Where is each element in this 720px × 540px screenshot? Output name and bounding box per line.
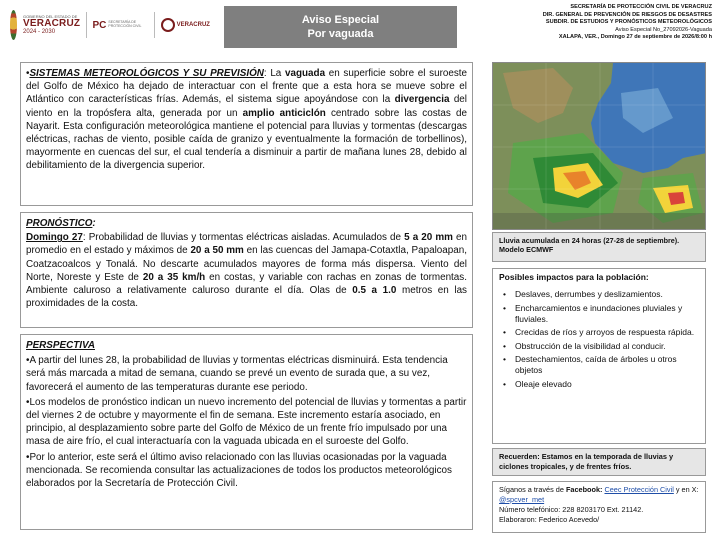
pronostico-bold: 20 a 50 mm (190, 245, 244, 257)
agency-line-2: DIR. GENERAL DE PREVENCIÓN DE RIESGOS DE DESASTRES (542, 11, 712, 18)
notice-id: Aviso Especial No_27092026-Vaguada (615, 26, 712, 33)
sistemas-text-part: del viento en la tropósfera alta, generada por un (26, 94, 467, 119)
pc-mark: PC (92, 19, 107, 31)
map-caption: Lluvia acumulada en 24 horas (27-28 de septiembre). Modelo ECMWF (492, 232, 706, 262)
sistemas-text-part: : La (263, 68, 285, 79)
gov-small-text: GOBIERNO DEL ESTADO DE (23, 14, 78, 19)
impact-item: • Deslaves, derrumbes y deslizamientos. (499, 289, 699, 300)
pronostico-heading: PRONÓSTICO (26, 218, 93, 229)
x-link[interactable]: @spcver_met (499, 495, 545, 504)
perspectiva-paragraph-2: •Los modelos de pronóstico indican un nuevo incremento del potencial de lluvias y tormentas a partir del viernes 2 de octubre y mayormente el fin de semana. Este incremento estaría asociado, en principio, al desplazamiento sobre parte del Golfo de México de un frente frío impulsado por una masa de aire frío, el cual interactuaría con la vaguada ubicada en el suroeste del Golfo. (26, 396, 467, 448)
impacts-list (499, 289, 699, 390)
agency-line-3: SUBDIR. DE ESTUDIOS Y PRONÓSTICOS METEOROLÓGICOS (545, 19, 712, 26)
impact-item: • Destechamientos, caída de árboles u otros objetos (499, 354, 699, 376)
pronostico-text-part: en costas, y variable con rachas en zonas de tormentas. Ambiente caluroso a relativamente caluroso durante el día. Olas de (26, 271, 467, 297)
sistemas-text: •SISTEMAS METEOROLÓGICOS Y SU PREVISIÓN: La vaguada en superficie sobre el suroeste del Golfo de México ha dejado de interactuar con el frente que a esta hora se mueve sobre el Atlántico con características frías. Además, el sistema sigue apoyándose con la divergencia del viento en la tropósfera alta, generada por un amplio anticiclón centrado sobre las costas de Nayarit. Esta configuración meteorológica mantiene el potencial para lluvias y tormentas (descargas eléctricas, rachas de viento, posible caída de granizo y eventualmente la formación de torbellinos), mayormente en cuencas del sur, el cual tendería a disminuir a partir de mañana lunes 28, debido al debilitamiento de la divergencia superior. (26, 68, 468, 172)
perspectiva-heading-line (26, 339, 467, 352)
pc-logo (92, 20, 148, 31)
social-line (499, 485, 699, 505)
title-line-2: Por vaguada (307, 28, 374, 40)
gov-years-text: 2024 - 2030 (23, 29, 56, 35)
pronostico-bold: 5 a 20 mm (404, 232, 453, 244)
season-reminder: Recuerden: Estamos en la temporada de lluvias y ciclones tropicales, y de frentes fríos. (492, 448, 706, 476)
facebook-link[interactable]: Ceec Protección Civil (604, 485, 674, 494)
perspectiva-section (20, 334, 473, 530)
sistemas-text-part: en superficie sobre el suroeste del Golfo de México ha dejado de interactuar con el frente que a esta hora se mueve sobre el Atlántico con características frías. Además, el sistema sigue apoyándose con la (26, 68, 468, 106)
impacts-title: Posibles impactos para la población: (499, 272, 649, 282)
perspectiva-heading: PERSPECTIVA (26, 340, 95, 351)
pronostico-bold: 20 a 35 km/h (142, 271, 206, 283)
veracruz-seal-icon (10, 10, 17, 40)
vc-logo (161, 18, 210, 32)
place-date: XALAPA, VER., Domingo 27 de septiembre de 2026/8:00 h (558, 34, 712, 41)
vc-text: VERACRUZ (176, 22, 210, 28)
phone-line: Número telefónico: 228 8203170 Ext. 21142. (499, 505, 644, 514)
impact-item: • Crecidas de ríos y arroyos de respuesta rápida. (499, 327, 699, 338)
agency-info (462, 4, 712, 42)
impacts-section (492, 268, 706, 444)
pc-text: SECRETARÍA DE PROTECCIÓN CIVIL (108, 20, 142, 28)
pronostico-text (26, 231, 467, 310)
impact-item: • Encharcamientos e inundaciones pluviales y fluviales. (499, 303, 699, 325)
facebook-label: Facebook: (565, 485, 603, 494)
logos (10, 8, 210, 42)
sistemas-bold: amplio anticiclón (242, 107, 326, 119)
author-line: Elaboraron: Federico Acevedo/ (499, 515, 600, 524)
impact-item: • Oleaje elevado (499, 379, 699, 390)
perspectiva-paragraph-1: •A partir del lunes 28, la probabilidad de lluvias y tormentas eléctricas disminuirá. Esta tendencia será más marcada a mitad de semana, cuando se prevé un evento de surada que, a su vez, favorecerá el aumento de las temperaturas durante ese periodo. (26, 355, 448, 393)
pronostico-text-part: en las cuencas del Jamapa-Cotaxtla, Papaloapan, Coatzacoalcos y Tonalá. No descarte acumulados mayores de forma más dispersa. Viento del Norte, Noreste y Este de (26, 245, 467, 283)
sistemas-heading: SISTEMAS METEOROLÓGICOS Y SU PREVISIÓN (29, 68, 264, 79)
vc-circle-icon (161, 18, 175, 32)
sistemas-bold: vaguada (285, 68, 326, 79)
government-logo (23, 15, 80, 35)
sistemas-text-part: centrado sobre las costas de Nayarit. Esta configuración meteorológica mantiene el potencial para lluvias y tormentas (descargas eléctricas, rachas de viento, posible caída de granizo y eventualmente la formación de torbellinos), mayormente en cuencas del sur, el cual tendería a disminuir a partir de mañana lunes 28, debido al debilitamiento de la divergencia superior. (26, 107, 467, 172)
pronostico-text-part: en promedio en el estado y máximos de (26, 232, 467, 257)
gov-state-text: VERACRUZ (23, 18, 81, 29)
pronostico-text-part: : Probabilidad de lluvias y tormentas eléctricas aisladas. Acumulados de (82, 232, 405, 244)
title-box (224, 6, 457, 48)
pronostico-text-part: metros en las proximidades de la costa. (26, 285, 467, 310)
contact-section (492, 481, 706, 533)
agency-line-1: SECRETARÍA DE PROTECCIÓN CIVIL DE VERACRUZ (570, 4, 712, 10)
rainfall-map (492, 62, 706, 230)
perspectiva-paragraph-3: •Por lo anterior, este será el último aviso relacionado con las lluvias ocasionadas por la vaguada mencionada. Se recomienda consultar las actualizaciones de todos los productos meteorológicos elaborados por la Secretaría de Protección Civil. (26, 451, 452, 490)
header (0, 0, 720, 54)
sistemas-bold: divergencia (394, 94, 450, 106)
sistemas-section (20, 62, 473, 206)
impact-item: • Obstrucción de la visibilidad al conducir. (499, 341, 699, 352)
pronostico-bold: 0.5 a 1.0 (352, 285, 397, 297)
pronostico-colon: : (92, 218, 96, 229)
pronostico-day: Domingo 27 (26, 232, 83, 244)
social-text: Síganos a través de (499, 485, 566, 494)
pronostico-heading-line (26, 217, 467, 230)
social-text: y en X: (673, 485, 699, 494)
rainfall-map-graphic (493, 63, 706, 230)
pronostico-section (20, 212, 473, 328)
title-line-1: Aviso Especial (301, 14, 380, 26)
